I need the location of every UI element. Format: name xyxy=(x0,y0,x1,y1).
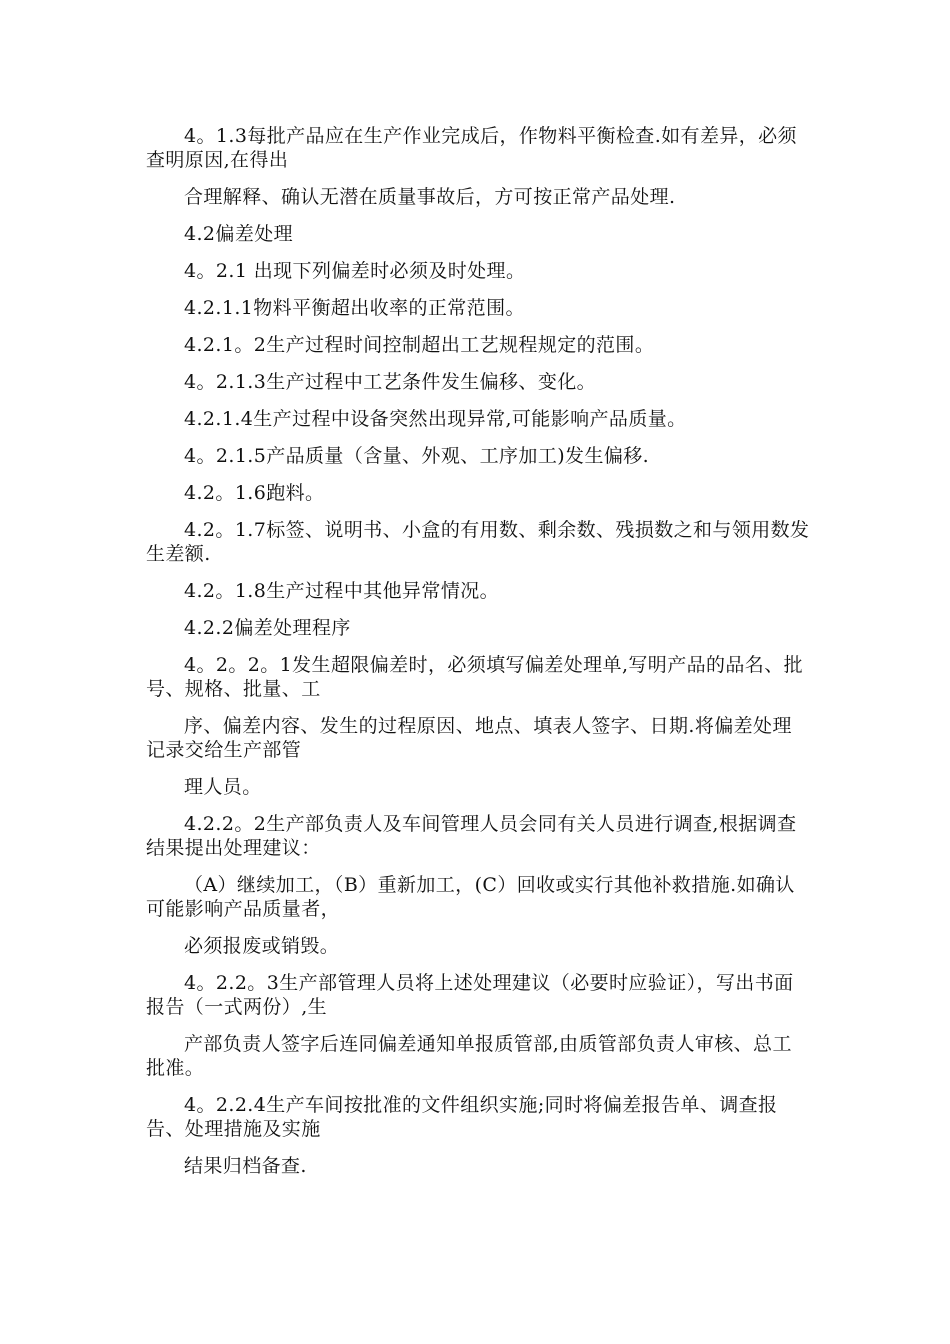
paragraph-4-2-1-7: 4.2。1.7标签、说明书、小盒的有用数、剩余数、残损数之和与领用数发生差额. xyxy=(146,519,810,565)
paragraph-4-2-1-6: 4.2。1.6跑料。 xyxy=(184,482,325,504)
paragraph-4-2-2-1-continued: 序、偏差内容、发生的过程原因、地点、填表人签字、日期.将偏差处理记录交给生产部管 xyxy=(146,715,792,761)
paragraph-4-2-2-2-options: （A）继续加工，（B）重新加工，(C）回收或实行其他补救措施.如确认可能影响产品质量者， xyxy=(146,874,795,920)
paragraph-4-2-2-2-end: 必须报废或销毁。 xyxy=(184,935,340,957)
document-body xyxy=(146,124,810,1191)
paragraph-4-2-1-2: 4.2.1。2生产过程时间控制超出工艺规程规定的范围。 xyxy=(184,334,655,356)
section-heading-4-2-2: 4.2.2偏差处理程序 xyxy=(184,617,351,639)
paragraph-4-2-2-2: 4.2.2。2生产部负责人及车间管理人员会同有关人员进行调查,根据调查结果提出处理建议： xyxy=(146,813,797,859)
paragraph-4-2-1-5: 4。2.1.5产品质量（含量、外观、工序加工)发生偏移. xyxy=(184,445,650,467)
paragraph-4-2-2-3-continued: 产部负责人签字后连同偏差通知单报质管部,由质管部负责人审核、总工批准。 xyxy=(146,1033,792,1079)
paragraph-4-2-2-1: 4。2。2。1发生超限偏差时，必须填写偏差处理单,写明产品的品名、批号、规格、批量、工 xyxy=(146,654,803,700)
paragraph-4-2-1-1: 4.2.1.1物料平衡超出收率的正常范围。 xyxy=(184,297,525,319)
paragraph-4-2-2-3: 4。2.2。3生产部管理人员将上述处理建议（必要时应验证），写出书面报告（一式两份）,生 xyxy=(146,972,794,1018)
section-heading-4-2: 4.2偏差处理 xyxy=(184,223,294,245)
paragraph-4-2-2-4-end: 结果归档备查. xyxy=(184,1155,307,1177)
paragraph-4-1-3-continued: 合理解释、确认无潜在质量事故后，方可按正常产品处理. xyxy=(184,186,676,208)
paragraph-4-2-1-3: 4。2.1.3生产过程中工艺条件发生偏移、变化。 xyxy=(184,371,597,393)
paragraph-4-2-2-1-end: 理人员。 xyxy=(184,776,262,798)
paragraph-4-2-1-8: 4.2。1.8生产过程中其他异常情况。 xyxy=(184,580,500,602)
paragraph-4-1-3: 4。1.3每批产品应在生产作业完成后，作物料平衡检查.如有差异，必须查明原因,在得出 xyxy=(146,125,797,171)
paragraph-4-2-2-4: 4。2.2.4生产车间按批准的文件组织实施;同时将偏差报告单、调查报告、处理措施及实施 xyxy=(146,1094,778,1140)
paragraph-4-2-1-4: 4.2.1.4生产过程中设备突然出现异常,可能影响产品质量。 xyxy=(184,408,687,430)
paragraph-4-2-1: 4。2.1 出现下列偏差时必须及时处理。 xyxy=(184,260,526,282)
